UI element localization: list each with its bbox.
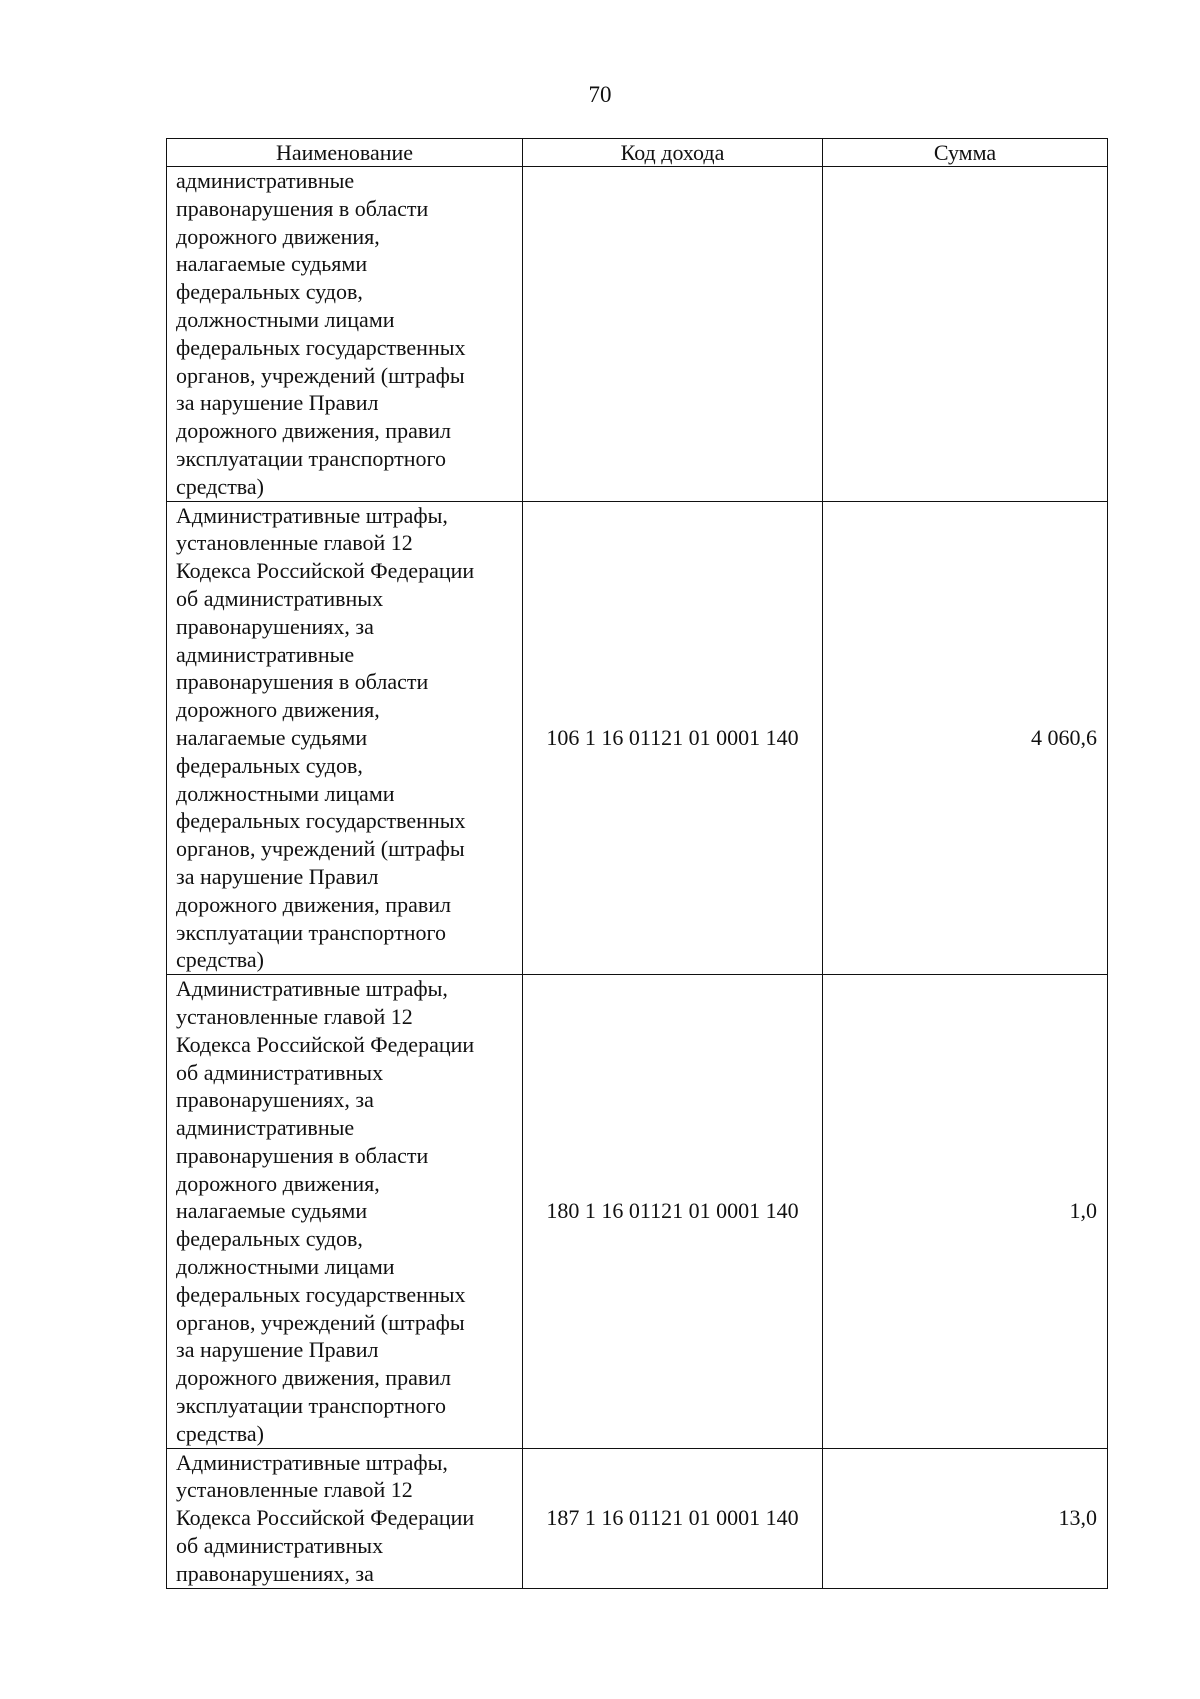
name-line: правонарушения в области: [176, 669, 429, 695]
name-line: эксплуатации транспортного: [176, 445, 447, 471]
name-line: дорожного движения, правил: [176, 891, 451, 917]
name-line: эксплуатации транспортного: [176, 919, 447, 945]
name-line: правонарушениях, за: [176, 1087, 374, 1113]
header-code: Код дохода: [523, 139, 823, 167]
name-line: средства): [176, 1420, 264, 1446]
name-line: за нарушение Правил: [176, 1337, 379, 1363]
name-line: эксплуатации транспортного: [176, 1393, 447, 1419]
name-line: налагаемые судьями: [176, 251, 368, 277]
row-code-cell: 106 1 16 01121 01 0001 140: [523, 501, 823, 975]
table-body: [167, 167, 1108, 1589]
name-line: Кодекса Российской Федерации: [176, 1031, 475, 1057]
row-sum-cell: 13,0: [823, 1448, 1108, 1588]
name-line: должностными лицами: [176, 306, 395, 332]
row-code-cell: [523, 167, 823, 502]
row-name-cell: [167, 501, 523, 975]
row-name-cell: [167, 1448, 523, 1588]
name-line: дорожного движения, правил: [176, 1365, 451, 1391]
name-line: средства): [176, 473, 264, 499]
name-line: федеральных государственных: [176, 808, 466, 834]
table-row: [167, 167, 1108, 502]
row-sum-cell: 1,0: [823, 975, 1108, 1449]
row-code-cell: 187 1 16 01121 01 0001 140: [523, 1448, 823, 1588]
name-line: должностными лицами: [176, 780, 395, 806]
table-row: [167, 1448, 1108, 1588]
header-sum: Сумма: [823, 139, 1108, 167]
name-line: федеральных государственных: [176, 334, 466, 360]
name-line: установленные главой 12: [176, 1003, 413, 1029]
name-line: административные: [176, 1115, 355, 1141]
name-line: правонарушения в области: [176, 195, 429, 221]
name-line: об административных: [176, 1059, 384, 1085]
header-name: Наименование: [167, 139, 523, 167]
name-line: дорожного движения,: [176, 223, 380, 249]
name-line: органов, учреждений (штрафы: [176, 362, 465, 388]
row-name-cell: [167, 167, 523, 502]
name-line: установленные главой 12: [176, 530, 413, 556]
name-line: административные: [176, 168, 355, 193]
name-line: налагаемые судьями: [176, 1198, 368, 1224]
name-line: за нарушение Правил: [176, 863, 379, 889]
row-code-cell: 180 1 16 01121 01 0001 140: [523, 975, 823, 1449]
table-row: [167, 501, 1108, 975]
name-line: правонарушения в области: [176, 1142, 429, 1168]
table-row: [167, 975, 1108, 1449]
revenue-table: [166, 138, 1108, 1589]
name-line: органов, учреждений (штрафы: [176, 836, 465, 862]
name-line: федеральных государственных: [176, 1281, 466, 1307]
name-line: дорожного движения, правил: [176, 418, 451, 444]
name-line: административные: [176, 641, 355, 667]
row-sum-cell: 4 060,6: [823, 501, 1108, 975]
table-header-row: [167, 139, 1108, 167]
name-line: правонарушениях, за: [176, 1560, 374, 1586]
name-line: Административные штрафы,: [176, 502, 448, 528]
name-line: об административных: [176, 1533, 384, 1559]
row-name-cell: [167, 975, 523, 1449]
name-line: правонарушениях, за: [176, 613, 374, 639]
name-line: за нарушение Правил: [176, 390, 379, 416]
name-line: установленные главой 12: [176, 1477, 413, 1503]
name-line: дорожного движения,: [176, 1170, 380, 1196]
name-line: органов, учреждений (штрафы: [176, 1309, 465, 1335]
name-line: федеральных судов,: [176, 752, 363, 778]
name-line: Кодекса Российской Федерации: [176, 1505, 475, 1531]
name-line: средства): [176, 947, 264, 973]
name-line: Административные штрафы,: [176, 1449, 448, 1475]
name-line: Административные штрафы,: [176, 976, 448, 1002]
name-line: федеральных судов,: [176, 1226, 363, 1252]
name-line: Кодекса Российской Федерации: [176, 558, 475, 584]
page-number: 70: [588, 82, 612, 107]
name-line: дорожного движения,: [176, 697, 380, 723]
name-line: налагаемые судьями: [176, 724, 368, 750]
name-line: об административных: [176, 585, 384, 611]
name-line: должностными лицами: [176, 1254, 395, 1280]
row-sum-cell: [823, 167, 1108, 502]
name-line: федеральных судов,: [176, 279, 363, 305]
